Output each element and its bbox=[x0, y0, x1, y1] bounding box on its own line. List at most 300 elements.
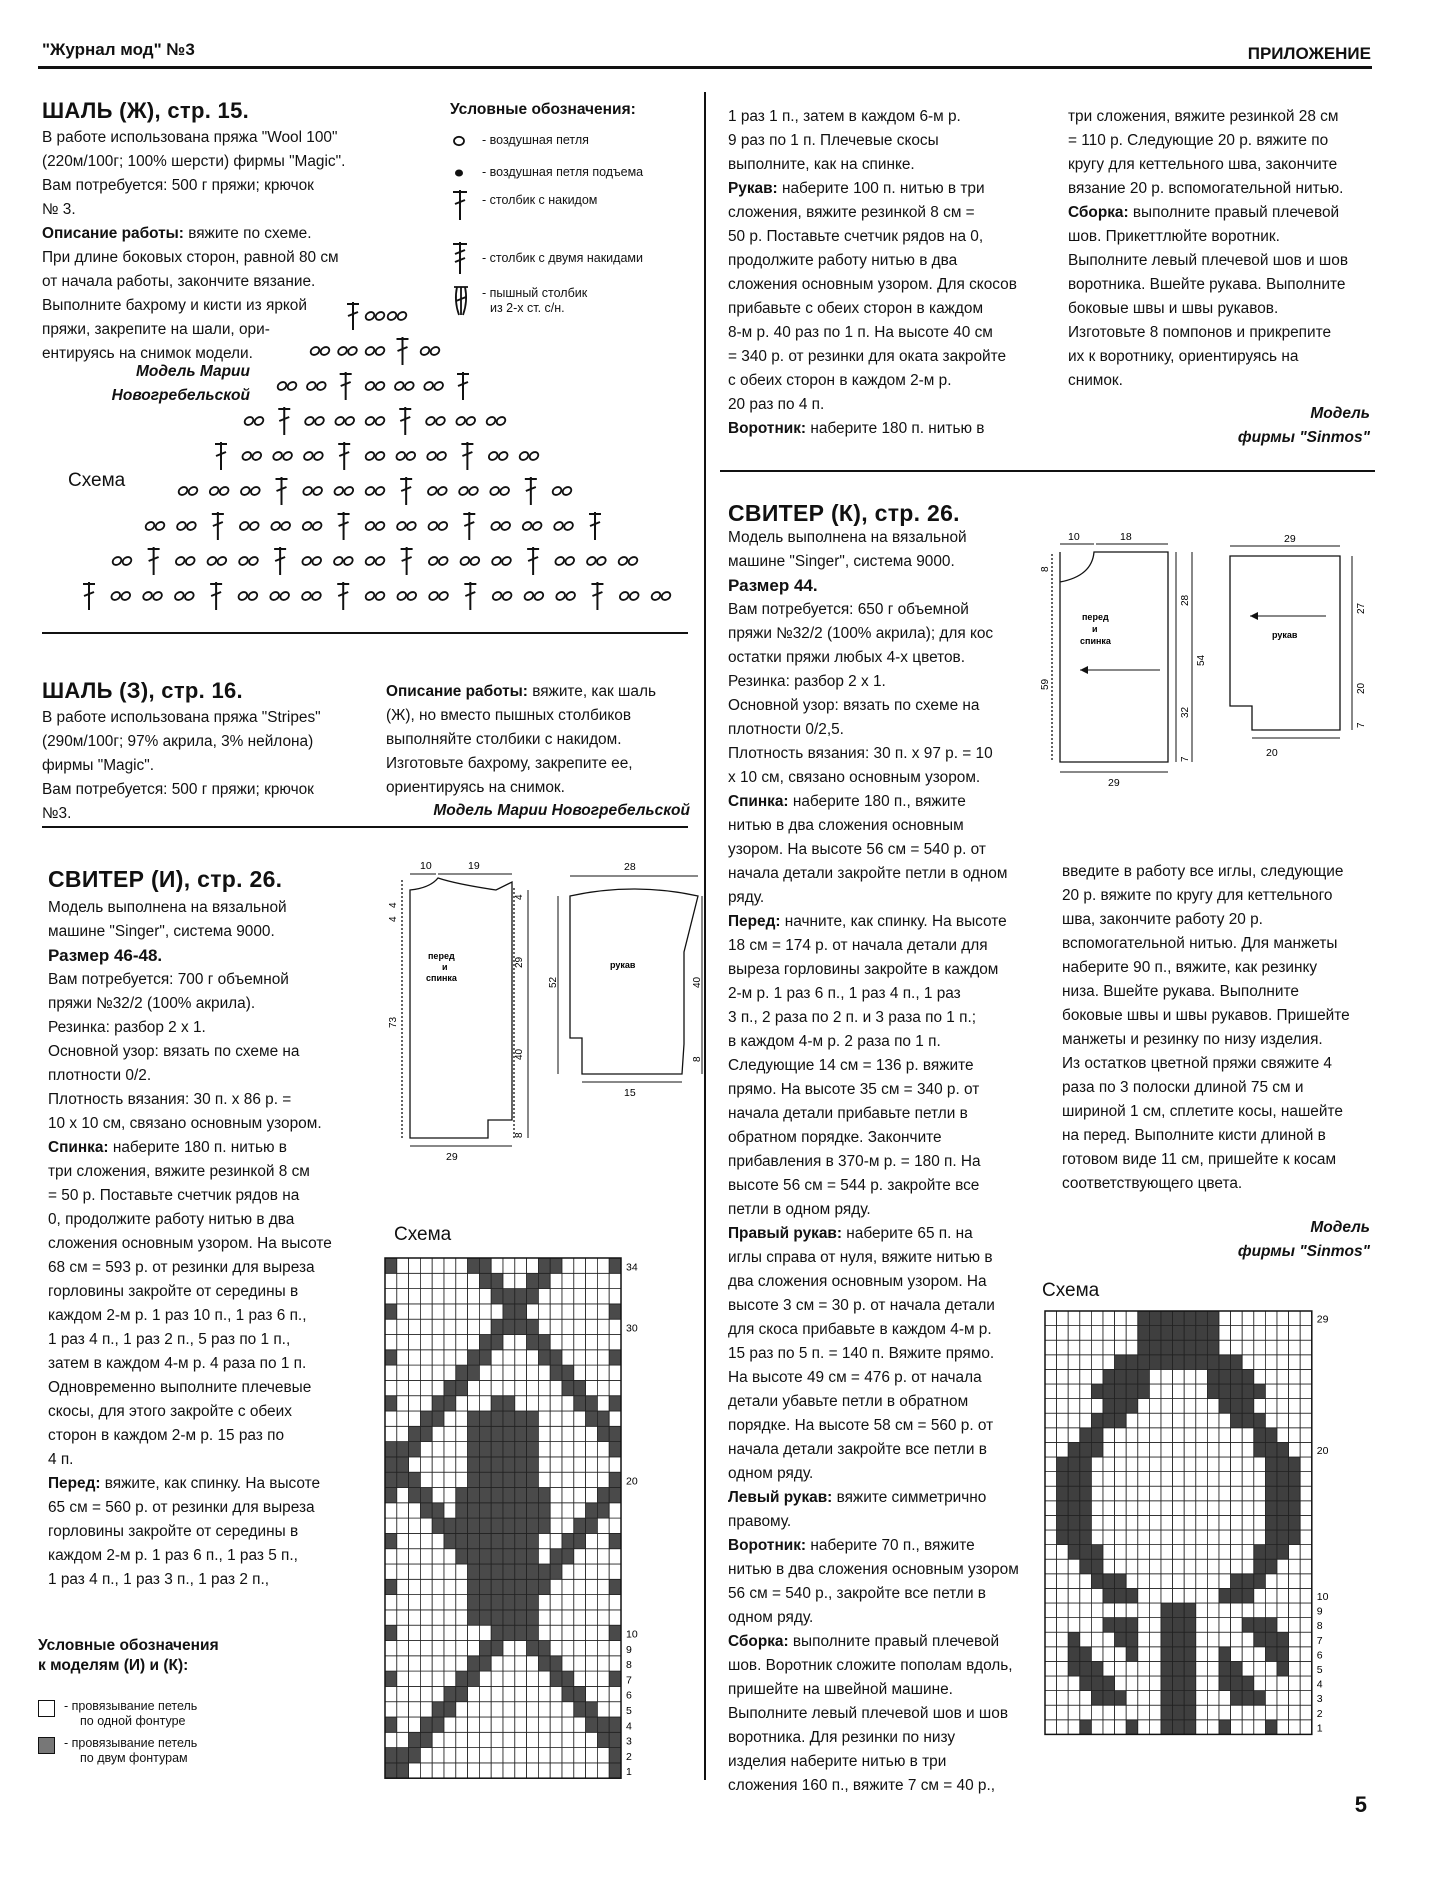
cell-two-beds bbox=[468, 1518, 480, 1533]
cell-two-beds bbox=[1138, 1369, 1150, 1384]
cell-one-bed bbox=[1138, 1545, 1150, 1560]
cell-two-beds bbox=[515, 1472, 527, 1487]
cell-two-beds bbox=[1068, 1457, 1080, 1472]
cell-one-bed bbox=[609, 1686, 621, 1701]
cell-two-beds bbox=[1254, 1384, 1266, 1399]
chart-stitch-double-crochet bbox=[274, 547, 286, 575]
chart-stitch-chain bbox=[459, 555, 481, 566]
cell-one-bed bbox=[562, 1426, 574, 1441]
cell-two-beds bbox=[1184, 1340, 1196, 1355]
k-dim-top-b: 18 bbox=[1120, 531, 1132, 543]
cell-two-beds bbox=[1265, 1501, 1277, 1516]
cell-one-bed bbox=[397, 1717, 409, 1732]
chart-stitch-double-crochet bbox=[591, 582, 603, 610]
para-line: Резинка: разбор 2 х 1. bbox=[48, 1019, 206, 1036]
cell-one-bed bbox=[432, 1549, 444, 1564]
cell-one-bed bbox=[597, 1335, 609, 1350]
text-line: продолжите работу нитью в два bbox=[728, 252, 958, 269]
cell-one-bed bbox=[420, 1365, 432, 1380]
cell-one-bed bbox=[538, 1702, 550, 1717]
cell-one-bed bbox=[1231, 1632, 1243, 1647]
cell-two-beds bbox=[468, 1258, 480, 1273]
para-line: Выполните левый плечевой шов и шов bbox=[728, 1705, 1009, 1722]
cell-one-bed bbox=[1045, 1384, 1057, 1399]
double-crochet-icon bbox=[452, 188, 476, 222]
cell-one-bed bbox=[562, 1610, 574, 1625]
cell-one-bed bbox=[456, 1258, 468, 1273]
cell-one-bed bbox=[1231, 1603, 1243, 1618]
cell-one-bed bbox=[444, 1549, 456, 1564]
k-diag-label-2: и bbox=[1092, 624, 1098, 634]
cell-one-bed bbox=[420, 1686, 432, 1701]
cell-one-bed bbox=[1207, 1399, 1219, 1414]
cell-one-bed bbox=[409, 1457, 421, 1472]
cell-two-beds bbox=[1265, 1515, 1277, 1530]
cell-one-bed bbox=[444, 1748, 456, 1763]
cell-two-beds bbox=[1161, 1326, 1173, 1341]
cell-two-beds bbox=[503, 1518, 515, 1533]
cell-one-bed bbox=[1115, 1457, 1127, 1472]
diag-label-3: спинка bbox=[426, 973, 457, 983]
cell-two-beds bbox=[1173, 1720, 1185, 1735]
cell-one-bed bbox=[444, 1411, 456, 1426]
cell-two-beds bbox=[527, 1564, 539, 1579]
cell-one-bed bbox=[397, 1549, 409, 1564]
text-line: кругу для кеттельного шва, закончите bbox=[1068, 156, 1338, 173]
cell-one-bed bbox=[1161, 1457, 1173, 1472]
cell-one-bed bbox=[527, 1396, 539, 1411]
cell-two-beds bbox=[1219, 1369, 1231, 1384]
cell-one-bed bbox=[1277, 1705, 1289, 1720]
cell-one-bed bbox=[1242, 1442, 1254, 1457]
cell-one-bed bbox=[538, 1289, 550, 1304]
model-line: фирмы "Sinmos" bbox=[1237, 1243, 1370, 1260]
cell-one-bed bbox=[1231, 1457, 1243, 1472]
cell-one-bed bbox=[1289, 1442, 1301, 1457]
cell-two-beds bbox=[609, 1426, 621, 1441]
cell-two-beds bbox=[397, 1442, 409, 1457]
chart-stitch-chain bbox=[617, 555, 639, 566]
cell-two-beds bbox=[385, 1671, 397, 1686]
cell-one-bed bbox=[503, 1686, 515, 1701]
cell-one-bed bbox=[385, 1411, 397, 1426]
cell-two-beds bbox=[1173, 1311, 1185, 1326]
cell-one-bed bbox=[432, 1686, 444, 1701]
cell-one-bed bbox=[1289, 1705, 1301, 1720]
text-line: (Ж), но вместо пышных столбиков bbox=[386, 707, 632, 724]
para-line: 1 раз 4 п., 1 раз 2 п., 5 раз по 1 п., bbox=[48, 1331, 291, 1348]
cell-one-bed bbox=[1091, 1355, 1103, 1370]
cell-one-bed bbox=[1277, 1559, 1289, 1574]
legend-item-5: - пышный столбик bbox=[482, 286, 588, 300]
cell-one-bed bbox=[1103, 1720, 1115, 1735]
cell-one-bed bbox=[1300, 1340, 1312, 1355]
cell-one-bed bbox=[1103, 1632, 1115, 1647]
chart-stitch-chain bbox=[364, 380, 386, 391]
cell-two-beds bbox=[385, 1442, 397, 1457]
chart-stitch-chain bbox=[485, 415, 507, 426]
cell-one-bed bbox=[456, 1748, 468, 1763]
cell-two-beds bbox=[1196, 1326, 1208, 1341]
cell-one-bed bbox=[609, 1564, 621, 1579]
cell-one-bed bbox=[409, 1289, 421, 1304]
col4-bottom-model bbox=[1150, 1216, 1370, 1264]
cell-one-bed bbox=[503, 1335, 515, 1350]
cell-one-bed bbox=[1265, 1369, 1277, 1384]
dim-top-a: 10 bbox=[420, 860, 432, 872]
chart-stitch-double-crochet bbox=[525, 477, 537, 505]
cell-one-bed bbox=[574, 1732, 586, 1747]
text-line: наберите 90 п., вяжите, как резинку bbox=[1062, 959, 1318, 976]
cell-one-bed bbox=[597, 1319, 609, 1334]
cell-two-beds bbox=[1091, 1559, 1103, 1574]
para-line: начала детали закройте все петли в bbox=[728, 1441, 987, 1458]
chart-stitch-double-crochet bbox=[347, 302, 359, 330]
cell-one-bed bbox=[1184, 1486, 1196, 1501]
chart-stitch-chain bbox=[554, 555, 576, 566]
cell-one-bed bbox=[1091, 1705, 1103, 1720]
chart-stitch-chain bbox=[555, 590, 577, 601]
chart-stitch-chain bbox=[396, 590, 418, 601]
text-line: Выполните левый плечевой шов и шов bbox=[1068, 252, 1349, 269]
cell-two-beds bbox=[597, 1426, 609, 1441]
cell-one-bed bbox=[550, 1411, 562, 1426]
cell-one-bed bbox=[432, 1763, 444, 1778]
cell-two-beds bbox=[397, 1748, 409, 1763]
cell-one-bed bbox=[1068, 1705, 1080, 1720]
cell-one-bed bbox=[515, 1748, 527, 1763]
text-line: В работе использована пряжа "Wool 100" bbox=[42, 129, 338, 146]
cell-one-bed bbox=[1196, 1486, 1208, 1501]
cell-one-bed bbox=[597, 1380, 609, 1395]
cell-two-beds bbox=[1138, 1340, 1150, 1355]
cell-one-bed bbox=[562, 1350, 574, 1365]
cell-one-bed bbox=[597, 1273, 609, 1288]
cell-one-bed bbox=[574, 1595, 586, 1610]
cell-two-beds bbox=[491, 1579, 503, 1594]
text-line: шва, закончите работу 20 р. bbox=[1062, 911, 1263, 928]
cell-one-bed bbox=[538, 1304, 550, 1319]
cell-one-bed bbox=[432, 1748, 444, 1763]
cell-one-bed bbox=[609, 1273, 621, 1288]
para-first-line bbox=[728, 910, 1030, 934]
cell-one-bed bbox=[574, 1426, 586, 1441]
bold-label: Рукав: bbox=[728, 180, 778, 197]
sleeve-dim-bottom: 15 bbox=[624, 1087, 636, 1099]
cell-one-bed bbox=[491, 1732, 503, 1747]
chart-stitch-chain bbox=[427, 485, 449, 496]
cell-one-bed bbox=[1057, 1588, 1069, 1603]
chart-stitch-chain bbox=[301, 590, 323, 601]
cell-one-bed bbox=[1196, 1691, 1208, 1706]
line-rest: выполните правый плечевой bbox=[1128, 204, 1340, 221]
row-label: 20 bbox=[626, 1475, 638, 1488]
cell-two-beds bbox=[1289, 1515, 1301, 1530]
cell-two-beds bbox=[1184, 1618, 1196, 1633]
cell-one-bed bbox=[1184, 1545, 1196, 1560]
cell-one-bed bbox=[479, 1289, 491, 1304]
cell-two-beds bbox=[527, 1595, 539, 1610]
cell-two-beds bbox=[1068, 1486, 1080, 1501]
text-line: низа. Вшейте рукава. Выполните bbox=[1062, 983, 1299, 1000]
para-line: одном ряду. bbox=[728, 1609, 814, 1626]
cell-one-bed bbox=[515, 1656, 527, 1671]
cell-one-bed bbox=[1300, 1603, 1312, 1618]
cell-one-bed bbox=[1080, 1632, 1092, 1647]
cell-one-bed bbox=[1300, 1515, 1312, 1530]
cell-one-bed bbox=[503, 1732, 515, 1747]
cell-one-bed bbox=[597, 1748, 609, 1763]
cell-one-bed bbox=[1045, 1340, 1057, 1355]
cell-one-bed bbox=[1045, 1501, 1057, 1516]
cell-one-bed bbox=[574, 1457, 586, 1472]
cell-one-bed bbox=[550, 1426, 562, 1441]
cell-one-bed bbox=[1149, 1588, 1161, 1603]
cell-one-bed bbox=[1091, 1369, 1103, 1384]
cell-one-bed bbox=[1242, 1632, 1254, 1647]
cell-two-beds bbox=[1080, 1442, 1092, 1457]
cell-one-bed bbox=[538, 1365, 550, 1380]
cell-two-beds bbox=[1126, 1399, 1138, 1414]
cell-one-bed bbox=[1149, 1647, 1161, 1662]
cell-one-bed bbox=[409, 1518, 421, 1533]
cell-one-bed bbox=[1254, 1326, 1266, 1341]
cell-two-beds bbox=[1115, 1632, 1127, 1647]
para-line: горловины закройте от середины в bbox=[48, 1523, 299, 1540]
cell-two-beds bbox=[503, 1319, 515, 1334]
chart-stitch-chain bbox=[208, 485, 230, 496]
cell-one-bed bbox=[574, 1748, 586, 1763]
cell-two-beds bbox=[456, 1518, 468, 1533]
chart-stitch-chain bbox=[142, 590, 164, 601]
cell-two-beds bbox=[1161, 1603, 1173, 1618]
cell-one-bed bbox=[1045, 1326, 1057, 1341]
cell-one-bed bbox=[586, 1549, 598, 1564]
cell-two-beds bbox=[1265, 1720, 1277, 1735]
text-line: = 340 р. от резинки для оката закройте bbox=[728, 348, 1007, 365]
cell-one-bed bbox=[1254, 1720, 1266, 1735]
cell-one-bed bbox=[515, 1396, 527, 1411]
text-line: введите в работу все иглы, следующие bbox=[1062, 863, 1344, 880]
para-first-line bbox=[728, 1222, 1030, 1246]
cell-two-beds bbox=[1231, 1574, 1243, 1589]
cell-one-bed bbox=[397, 1304, 409, 1319]
cell-two-beds bbox=[1265, 1428, 1277, 1443]
cell-one-bed bbox=[1300, 1355, 1312, 1370]
cell-two-beds bbox=[468, 1488, 480, 1503]
cell-one-bed bbox=[409, 1380, 421, 1395]
sleeve-dim-h40: 40 bbox=[692, 976, 703, 988]
cell-one-bed bbox=[1103, 1326, 1115, 1341]
chart-stitch-chain bbox=[270, 520, 292, 531]
cell-one-bed bbox=[1300, 1457, 1312, 1472]
row-label: 9 bbox=[626, 1643, 632, 1656]
legend-item-5-line2: из 2-х ст. с/н. bbox=[490, 301, 565, 315]
cell-one-bed bbox=[1231, 1428, 1243, 1443]
chart-stitch-double-crochet bbox=[461, 442, 473, 470]
cell-one-bed bbox=[1138, 1413, 1150, 1428]
cell-one-bed bbox=[1149, 1501, 1161, 1516]
cell-one-bed bbox=[1277, 1603, 1289, 1618]
cell-one-bed bbox=[1161, 1588, 1173, 1603]
cell-two-beds bbox=[550, 1350, 562, 1365]
cell-one-bed bbox=[562, 1335, 574, 1350]
cell-two-beds bbox=[609, 1732, 621, 1747]
cell-one-bed bbox=[1057, 1326, 1069, 1341]
cell-one-bed bbox=[1207, 1632, 1219, 1647]
cell-one-bed bbox=[586, 1258, 598, 1273]
cell-one-bed bbox=[444, 1717, 456, 1732]
cell-two-beds bbox=[1289, 1472, 1301, 1487]
cell-one-bed bbox=[1242, 1647, 1254, 1662]
cell-one-bed bbox=[1231, 1311, 1243, 1326]
cell-one-bed bbox=[586, 1763, 598, 1778]
cell-two-beds bbox=[1115, 1588, 1127, 1603]
cell-one-bed bbox=[586, 1533, 598, 1548]
cell-two-beds bbox=[1242, 1676, 1254, 1691]
cell-one-bed bbox=[1115, 1647, 1127, 1662]
cell-one-bed bbox=[1184, 1413, 1196, 1428]
cell-one-bed bbox=[420, 1549, 432, 1564]
cell-one-bed bbox=[1277, 1311, 1289, 1326]
cell-one-bed bbox=[503, 1258, 515, 1273]
cell-two-beds bbox=[397, 1763, 409, 1778]
cell-one-bed bbox=[609, 1641, 621, 1656]
k-sleeve-dim-h27: 27 bbox=[1356, 602, 1367, 614]
cell-one-bed bbox=[1289, 1559, 1301, 1574]
cell-two-beds bbox=[468, 1411, 480, 1426]
cell-one-bed bbox=[1196, 1399, 1208, 1414]
sleeve-dim-h8: 8 bbox=[692, 1056, 703, 1062]
cell-one-bed bbox=[609, 1457, 621, 1472]
cell-one-bed bbox=[1219, 1442, 1231, 1457]
cell-one-bed bbox=[574, 1258, 586, 1273]
chart-stitch-chain bbox=[650, 590, 672, 601]
cell-two-beds bbox=[1126, 1647, 1138, 1662]
cell-two-beds bbox=[1277, 1457, 1289, 1472]
cell-one-bed bbox=[1173, 1545, 1185, 1560]
cell-one-bed bbox=[1242, 1545, 1254, 1560]
cell-one-bed bbox=[1115, 1545, 1127, 1560]
cell-two-beds bbox=[1184, 1691, 1196, 1706]
cell-two-beds bbox=[468, 1503, 480, 1518]
cell-one-bed bbox=[503, 1380, 515, 1395]
cell-two-beds bbox=[491, 1595, 503, 1610]
cell-one-bed bbox=[491, 1717, 503, 1732]
cell-one-bed bbox=[1265, 1384, 1277, 1399]
cell-one-bed bbox=[1219, 1515, 1231, 1530]
cell-two-beds bbox=[468, 1426, 480, 1441]
k-diag-label-1: перед bbox=[1082, 612, 1109, 622]
cell-one-bed bbox=[503, 1748, 515, 1763]
cell-two-beds bbox=[468, 1472, 480, 1487]
cell-two-beds bbox=[562, 1380, 574, 1395]
cell-one-bed bbox=[456, 1702, 468, 1717]
dim-s1: 4 bbox=[388, 902, 399, 908]
para-line: 18 см = 174 р. от начала детали для bbox=[728, 937, 988, 954]
cell-two-beds bbox=[1219, 1384, 1231, 1399]
row-label: 10 bbox=[626, 1628, 638, 1641]
cell-one-bed bbox=[456, 1472, 468, 1487]
cell-one-bed bbox=[538, 1549, 550, 1564]
cell-one-bed bbox=[574, 1564, 586, 1579]
cell-two-beds bbox=[515, 1564, 527, 1579]
cell-two-beds bbox=[479, 1503, 491, 1518]
text-line: снимок. bbox=[1068, 372, 1123, 389]
para-line: 15 раз по 5 п. = 140 п. Вяжите прямо. bbox=[728, 1345, 995, 1362]
cell-one-bed bbox=[456, 1335, 468, 1350]
cell-one-bed bbox=[574, 1335, 586, 1350]
text-line: боковые швы и швы рукавов. bbox=[1068, 300, 1279, 317]
cell-one-bed bbox=[562, 1641, 574, 1656]
cell-one-bed bbox=[1068, 1588, 1080, 1603]
cell-one-bed bbox=[597, 1549, 609, 1564]
cell-one-bed bbox=[538, 1380, 550, 1395]
cell-one-bed bbox=[1057, 1413, 1069, 1428]
row-label: 30 bbox=[626, 1322, 638, 1335]
cell-one-bed bbox=[1219, 1311, 1231, 1326]
cell-one-bed bbox=[1138, 1428, 1150, 1443]
cell-one-bed bbox=[1068, 1720, 1080, 1735]
cell-two-beds bbox=[1265, 1442, 1277, 1457]
cell-one-bed bbox=[1277, 1369, 1289, 1384]
cell-one-bed bbox=[1149, 1661, 1161, 1676]
cell-one-bed bbox=[1068, 1413, 1080, 1428]
cell-two-beds bbox=[538, 1579, 550, 1594]
cell-two-beds bbox=[1254, 1428, 1266, 1443]
cell-one-bed bbox=[1207, 1705, 1219, 1720]
cell-one-bed bbox=[1173, 1486, 1185, 1501]
cell-two-beds bbox=[1242, 1399, 1254, 1414]
cell-one-bed bbox=[1138, 1486, 1150, 1501]
cell-one-bed bbox=[1289, 1311, 1301, 1326]
legend-item-4: - столбик с двумя накидами bbox=[482, 251, 643, 265]
cell-one-bed bbox=[479, 1625, 491, 1640]
section-rule-1 bbox=[42, 632, 688, 634]
cell-one-bed bbox=[1300, 1720, 1312, 1735]
cell-one-bed bbox=[409, 1319, 421, 1334]
bold-label: Перед: bbox=[48, 1475, 101, 1492]
cell-one-bed bbox=[385, 1564, 397, 1579]
cell-one-bed bbox=[562, 1319, 574, 1334]
cell-two-beds bbox=[432, 1702, 444, 1717]
cell-one-bed bbox=[527, 1350, 539, 1365]
row-label: 10 bbox=[1316, 1591, 1329, 1603]
cell-one-bed bbox=[385, 1641, 397, 1656]
cell-one-bed bbox=[515, 1365, 527, 1380]
cell-one-bed bbox=[503, 1717, 515, 1732]
cell-one-bed bbox=[538, 1748, 550, 1763]
cell-one-bed bbox=[468, 1335, 480, 1350]
para-line: На высоте 49 см = 476 р. от начала bbox=[728, 1369, 982, 1386]
cell-one-bed bbox=[527, 1304, 539, 1319]
cell-one-bed bbox=[432, 1426, 444, 1441]
cell-two-beds bbox=[1219, 1588, 1231, 1603]
cell-one-bed bbox=[1219, 1705, 1231, 1720]
k-dim-h7: 7 bbox=[1180, 756, 1191, 762]
text-line: Вам потребуется: 500 г пряжи; крючок bbox=[42, 177, 314, 194]
cell-one-bed bbox=[503, 1656, 515, 1671]
chart-stitch-chain bbox=[238, 520, 260, 531]
cell-one-bed bbox=[550, 1472, 562, 1487]
chart-stitch-chain bbox=[269, 590, 291, 601]
cell-one-bed bbox=[1242, 1428, 1254, 1443]
k-dim-s8: 8 bbox=[1040, 566, 1051, 572]
bold-label: Описание работы: bbox=[42, 225, 184, 242]
cell-one-bed bbox=[1196, 1588, 1208, 1603]
cell-one-bed bbox=[1277, 1399, 1289, 1414]
bold-label: Правый рукав: bbox=[728, 1225, 842, 1242]
